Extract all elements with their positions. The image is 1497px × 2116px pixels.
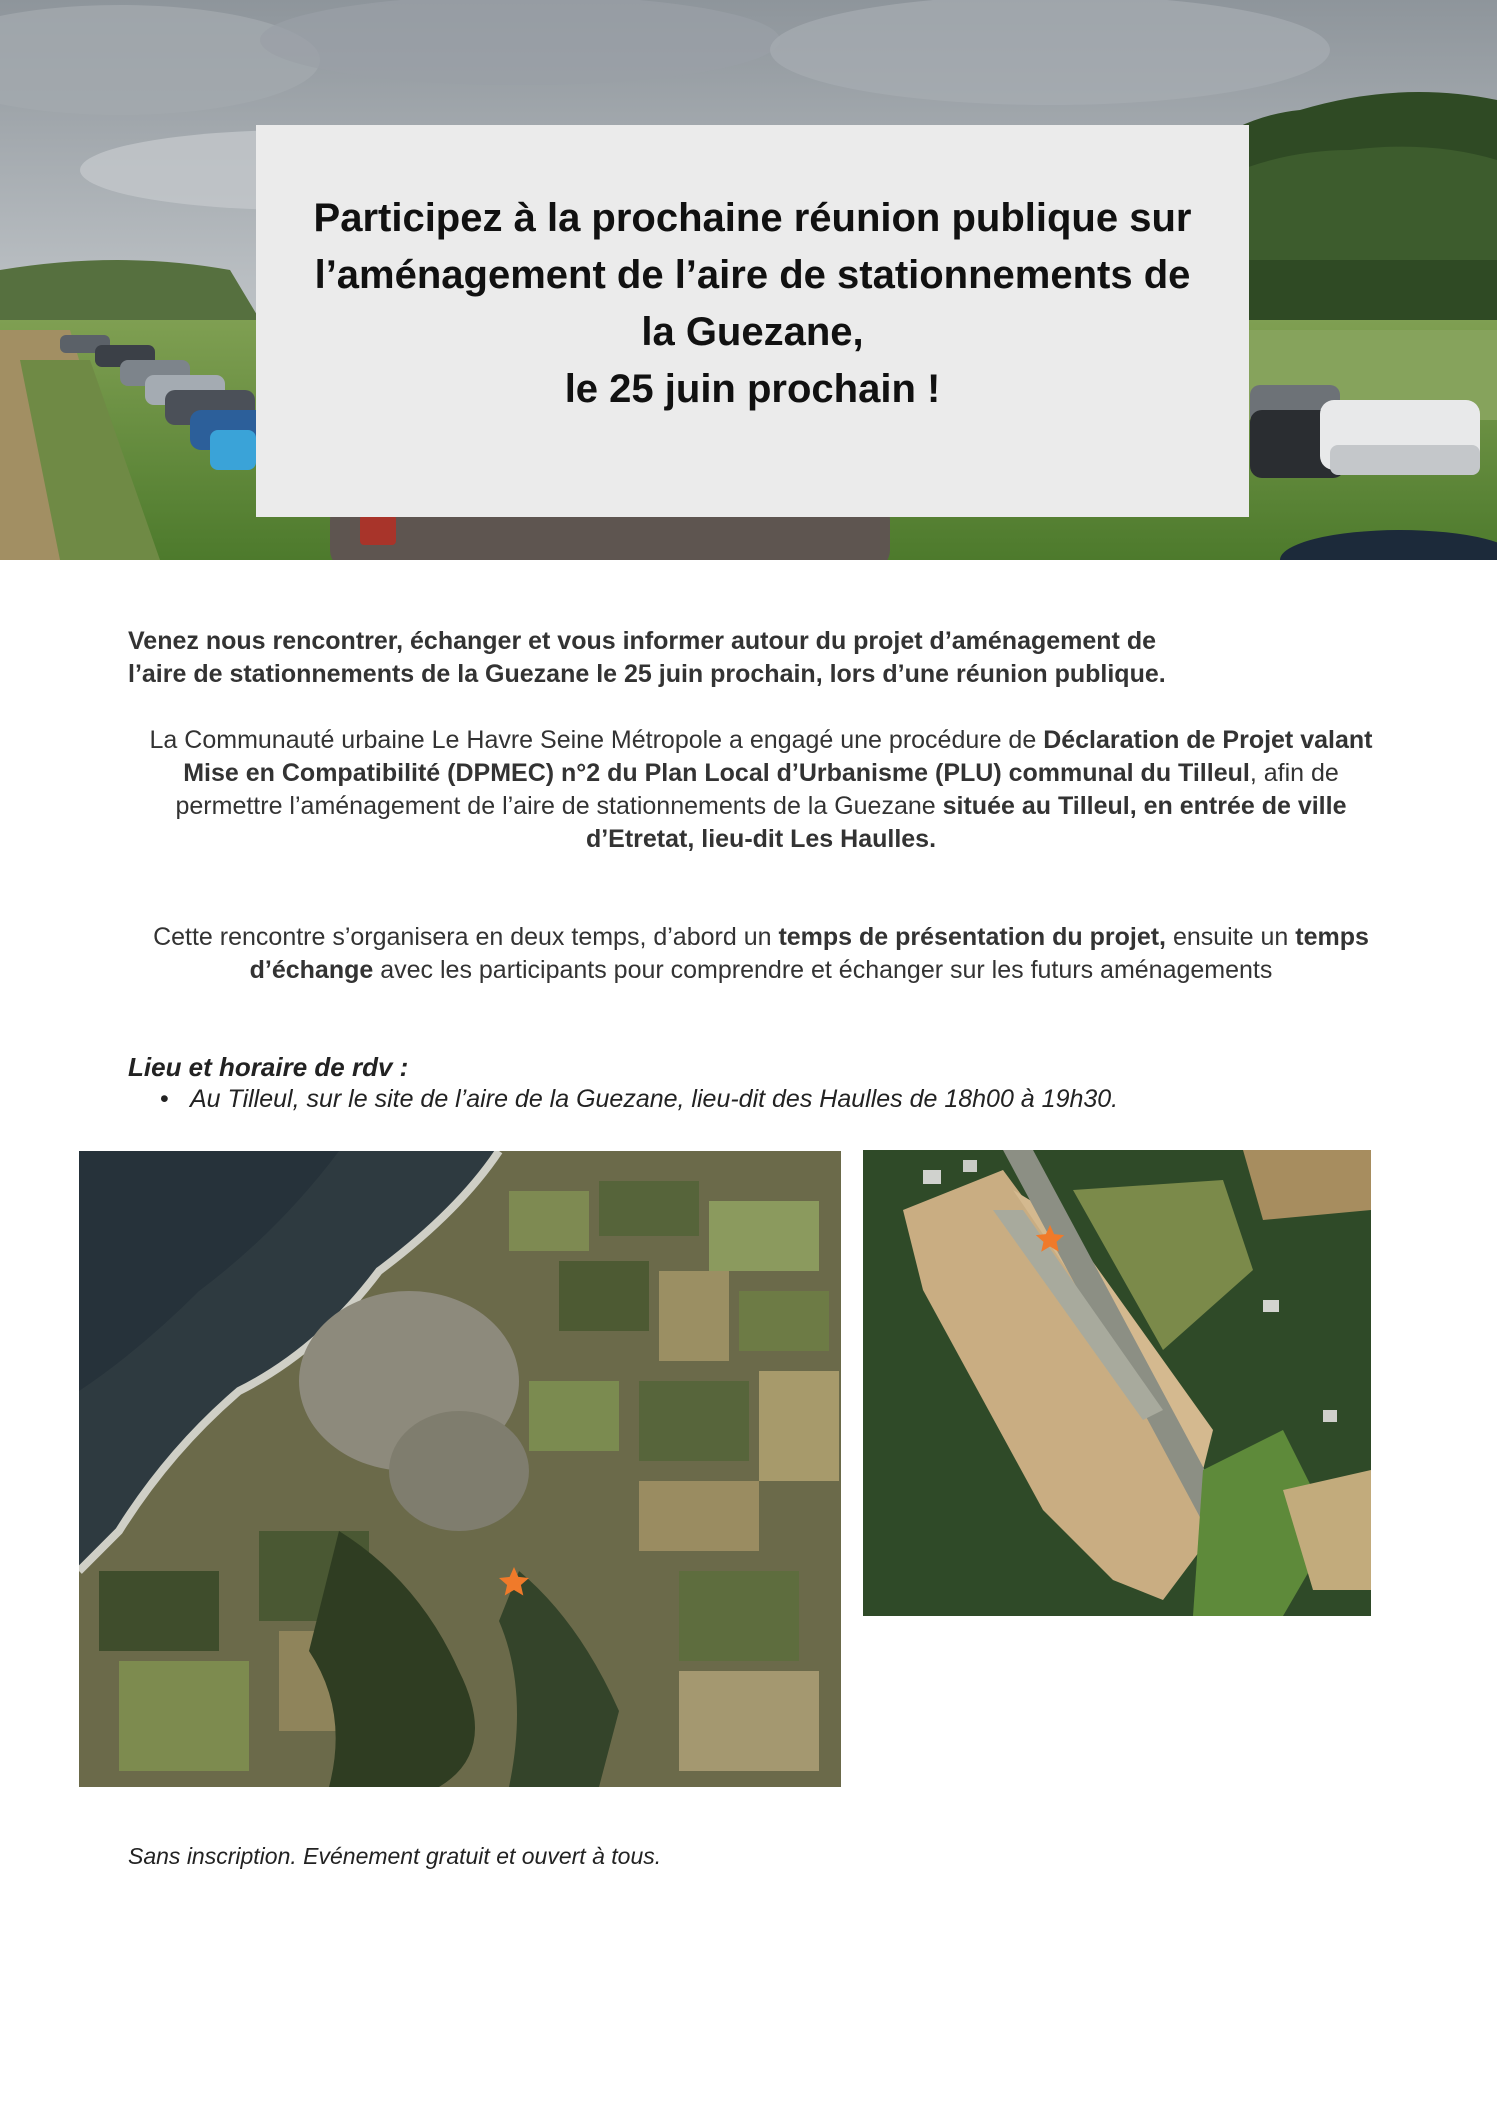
intro-line-1: Venez nous rencontrer, échanger et vous informer autour du projet d’aménagement de <box>128 627 1157 655</box>
procedure-text-1: La Communauté urbaine Le Havre Seine Métropole a engagé une procédure de <box>149 726 1044 754</box>
format-text-1: Cette rencontre s’organisera en deux temps, d’abord un <box>153 923 779 951</box>
procedure-text-2: , afin de permettre l’aménagement de l’aire de stationnements de la Guezane <box>175 759 1339 820</box>
footnote: Sans inscription. Evénement gratuit et ouvert à tous. <box>128 1843 662 1869</box>
intro-line-2: l’aire de stationnements de la Guezane le 25 juin prochain, lors d’une réunion publique. <box>128 660 1166 688</box>
page-title-line-2: l’aménagement de l’aire de stationnements de <box>314 253 1191 297</box>
procedure-bold-1: Déclaration de Projet valant Mise en Compatibilité (DPMEC) n°2 du Plan Local d’Urbanisme (PLU) communal du Tilleul <box>183 726 1373 787</box>
intro-text <box>128 625 1368 691</box>
star-icon <box>496 1564 532 1600</box>
star-icon <box>1033 1222 1067 1256</box>
procedure-paragraph <box>128 724 1394 856</box>
format-text-3: avec les participants pour comprendre et échanger sur les futurs aménagements <box>373 956 1273 984</box>
venue-list-item <box>160 1085 1118 1114</box>
hero-banner <box>0 0 1497 560</box>
venue-text: Au Tilleul, sur le site de l’aire de la Guezane, lieu-dit des Haulles de 18h00 à 19h30. <box>190 1085 1119 1113</box>
page-title-line-4: le 25 juin prochain ! <box>564 367 941 411</box>
format-paragraph <box>128 921 1394 987</box>
format-text-2: ensuite un <box>1166 923 1296 951</box>
page-title-line-1: Participez à la prochaine réunion publique sur <box>313 196 1192 240</box>
format-bold-2: temps d’échange <box>249 923 1369 984</box>
page-title-line-3: la Guezane, <box>641 310 864 354</box>
bullet-icon: • <box>160 1085 169 1113</box>
venue-heading: Lieu et horaire de rdv : <box>128 1052 409 1082</box>
title-box <box>256 125 1249 517</box>
aerial-map-detail <box>863 1150 1371 1616</box>
procedure-bold-2: située au Tilleul, en entrée de ville d’Etretat, lieu-dit Les Haulles. <box>585 792 1347 853</box>
aerial-map-overview <box>79 1151 841 1787</box>
format-bold-1: temps de présentation du projet, <box>778 923 1167 951</box>
